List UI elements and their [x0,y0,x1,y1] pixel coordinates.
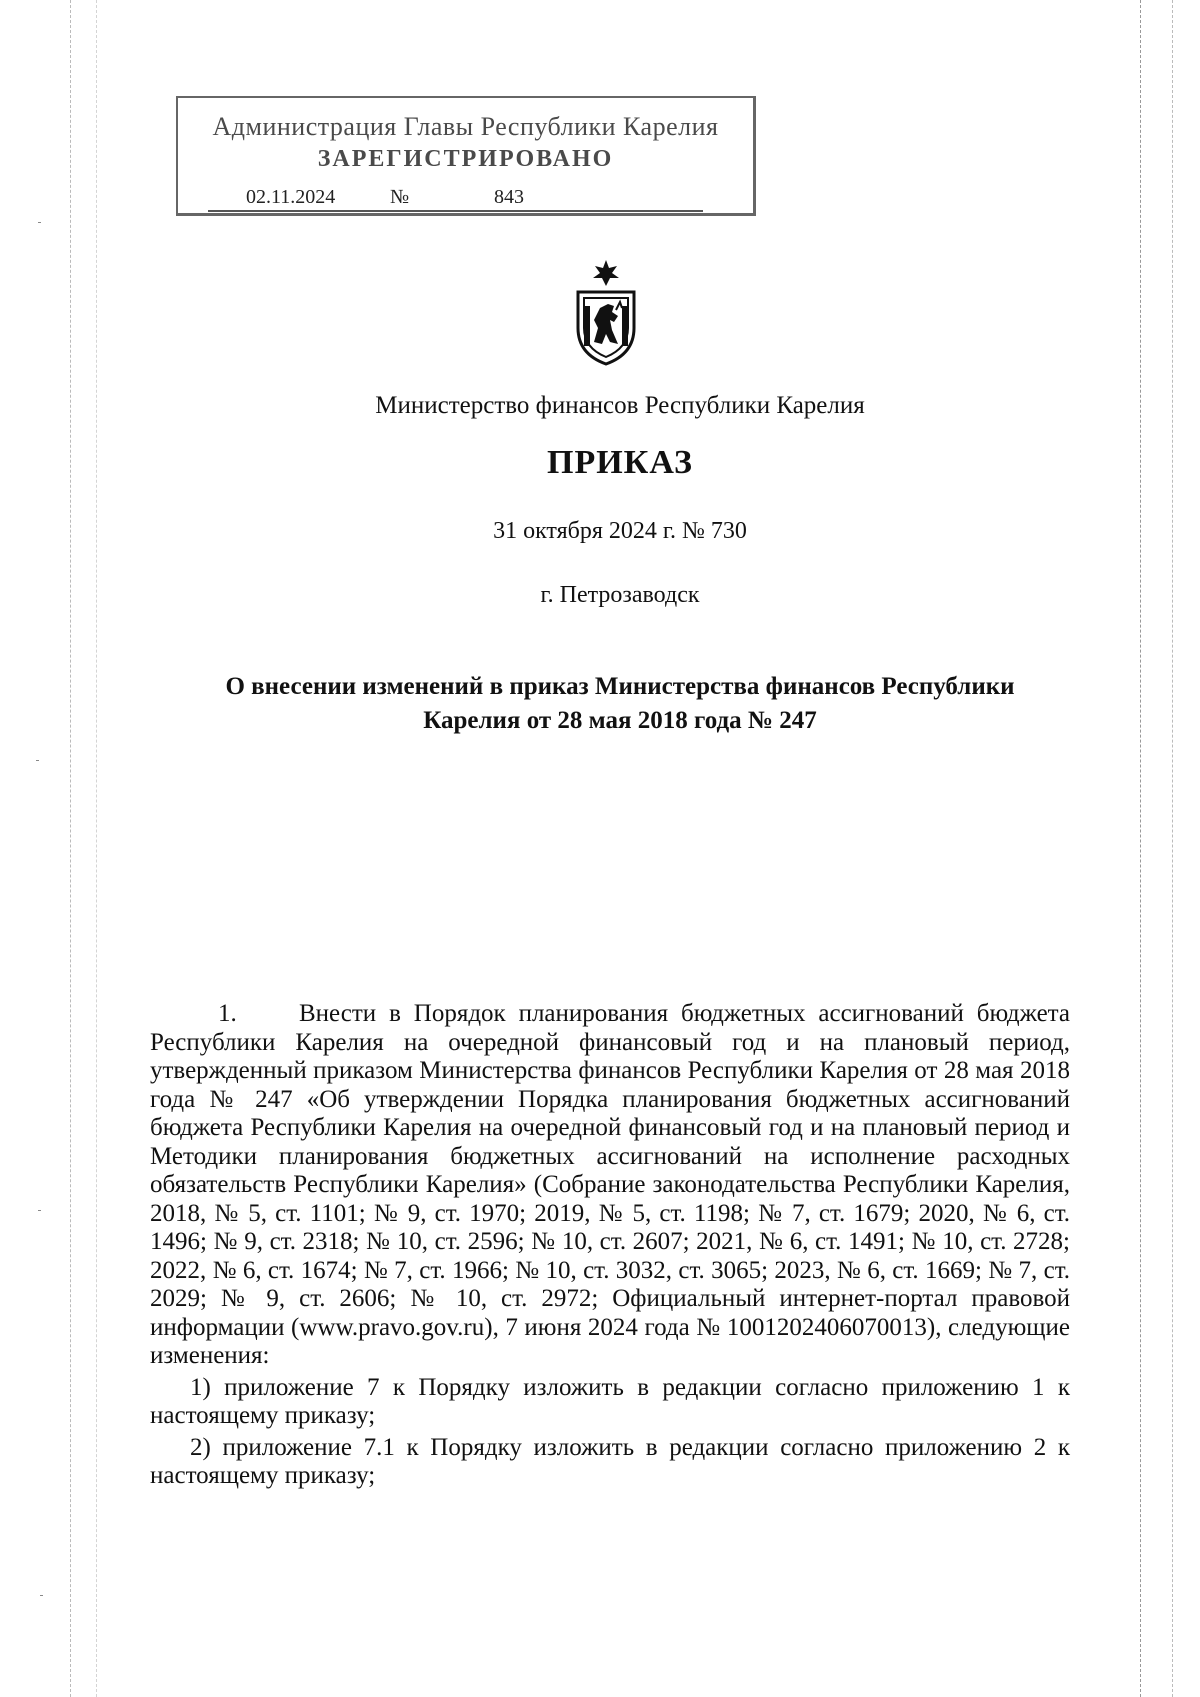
document-date-number: 31 октября 2024 г. № 730 [493,518,747,544]
stamp-underline [208,210,703,212]
stamp-number-label: № [390,186,410,208]
stamp-date: 02.11.2024 [246,186,336,208]
document-type: ПРИКАЗ [547,444,693,481]
document-title [0,670,1200,738]
stamp-status: ЗАРЕГИСТРИРОВАНО [317,146,614,172]
paragraph-text: Внести в Порядок планирования бюджетных ассигнований бюджета Республики Карелия на очередной финансовый год и на плановый период, утвержденный приказом Министерства финансов Республики Карелия от 28 мая 2018 года № 247 «Об утверждении Порядка планирования бюджетных ассигнований бюджета Республики Карелия на очередной финансовый год и на плановый период и Методики планирования бюджетных ассигнований на исполнение расходных обязательств Республики Карелия» (Собрание законодательства Республики Карелия, 2018, № 5, ст. 1101; № 9, ст. 1970; 2019, № 5, ст. 1198; № 7, ст. 1679; 2020, № 6, ст. 1496; № 9, ст. 2318; № 10, ст. 2596; № 10, ст. 2607; 2021, № 6, ст. 1491; № 10, ст. 2728; 2022, № 6, ст. 1674; № 7, ст. 1966; № 10, ст. 3032, ст. 3065; 2023, № 6, ст. 1669; № 7, ст. 2029; № 9, ст. 2606; № 10, ст. 2972; Официальный интернет-портал правовой информации (www.pravo.gov.ru), 7 июня 2024 года № 1001202406070013), следующие изменения: [150,1000,1070,1369]
scan-edge-line [1172,0,1173,1697]
paragraph-number: 1. [218,1000,237,1027]
scan-edge-line [1140,0,1141,1697]
list-item: 2) приложение 7.1 к Порядку изложить в редакции согласно приложению 2 к настоящему приказу; [150,1433,1070,1489]
document-title-line: Карелия от 28 мая 2018 года № 247 [423,707,817,734]
scan-edge-line [96,0,97,1697]
scan-speck [38,222,41,223]
stamp-organization: Администрация Главы Республики Карелия [212,112,719,141]
paragraph-1 [150,1000,1070,1371]
scan-speck [36,760,39,761]
document-body [150,1000,1070,1491]
scan-speck [38,1210,41,1211]
karelia-coat-of-arms-icon [570,258,642,368]
registration-stamp [176,96,756,216]
stamp-number: 843 [494,186,524,208]
scan-edge-line [70,0,71,1697]
document-title-line: О внесении изменений в приказ Министерства финансов Республики [225,673,1015,700]
ministry-name: Министерство финансов Республики Карелия [375,392,865,419]
list-item: 1) приложение 7 к Порядку изложить в редакции согласно приложению 1 к настоящему приказу; [150,1373,1070,1429]
scan-speck [40,1595,43,1596]
document-city: г. Петрозаводск [540,582,700,608]
